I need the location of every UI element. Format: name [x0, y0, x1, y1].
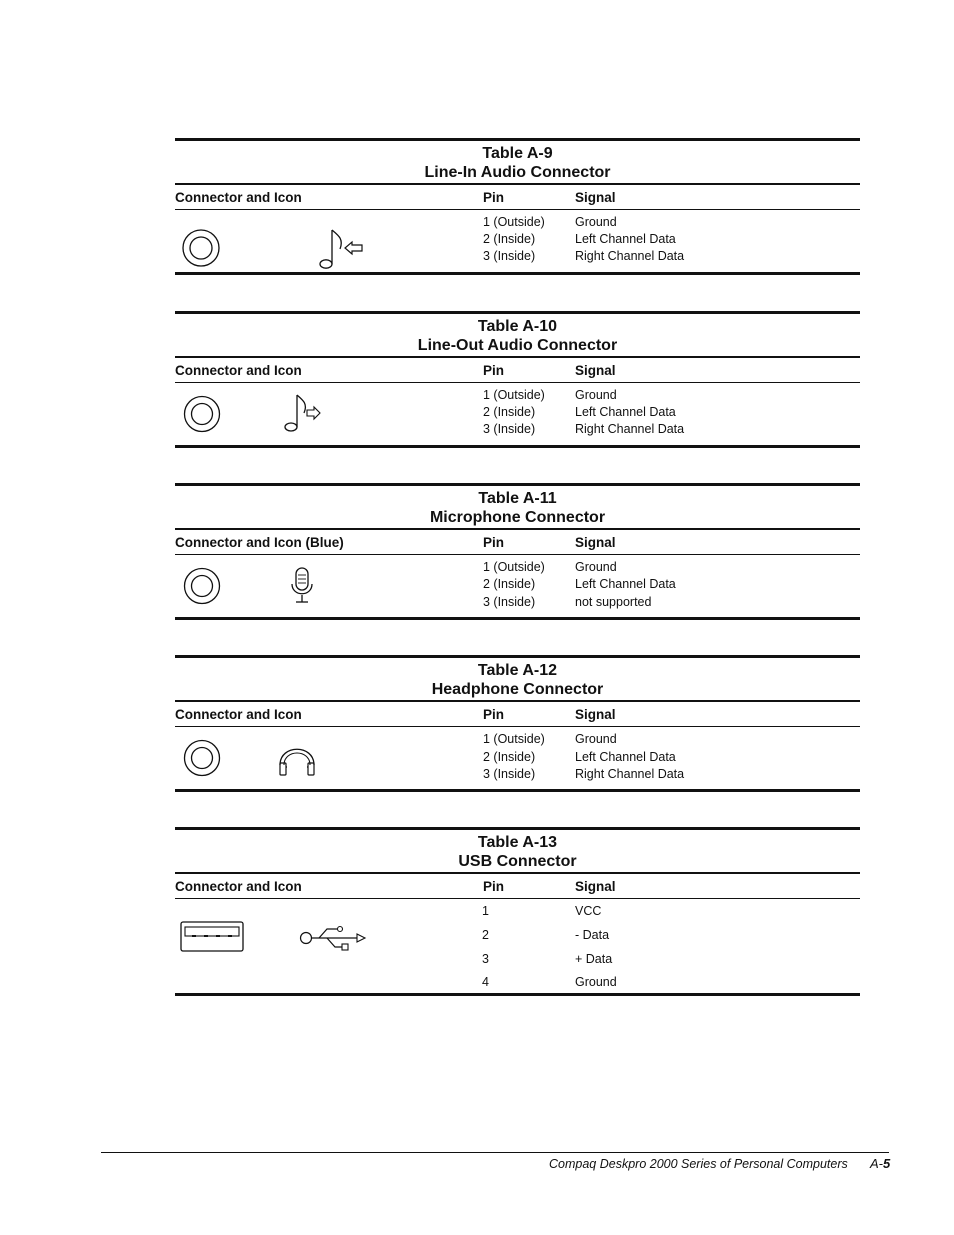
signal-cell: Left Channel Data [575, 232, 676, 246]
signal-cell: Ground [575, 215, 617, 229]
table-caption [175, 486, 860, 528]
footer-rule [101, 1152, 889, 1153]
signal-cell: VCC [575, 904, 602, 918]
table-bottom-rule [175, 789, 860, 792]
signal-cell: - Data [575, 928, 610, 942]
signal-cell: Ground [575, 388, 617, 402]
table-title: Microphone Connector [429, 509, 606, 526]
signal-cell: Right Channel Data [575, 767, 685, 781]
col-pin-header: Pin [483, 535, 505, 550]
table-header [175, 702, 860, 726]
col-connector-header: Connector and Icon [175, 879, 302, 894]
col-signal-header: Signal [575, 363, 616, 378]
usb-port-icon [180, 921, 246, 953]
line-out-note-arrow-icon [283, 393, 325, 435]
line-in-note-arrow-icon [318, 227, 366, 273]
table-title: Line-In Audio Connector [424, 164, 611, 181]
page-number [870, 1156, 890, 1171]
pin-cell: 2 (Inside) [483, 405, 536, 419]
pin-cell: 1 (Outside) [483, 732, 545, 746]
microphone-icon [287, 567, 317, 607]
pin-cell: 3 [482, 952, 489, 966]
pin-cell: 1 (Outside) [483, 560, 545, 574]
table-bottom-rule [175, 272, 860, 275]
audio-jack-icon [183, 739, 221, 777]
table-header [175, 874, 860, 898]
pin-cell: 3 (Inside) [483, 595, 536, 609]
table-a12 [175, 655, 860, 792]
signal-cell: Right Channel Data [575, 422, 685, 436]
pin-cell: 2 (Inside) [483, 232, 536, 246]
signal-cell: Ground [575, 560, 617, 574]
col-connector-header: Connector and Icon [175, 707, 302, 722]
table-caption [175, 141, 860, 183]
table-header [175, 185, 860, 209]
pin-cell: 2 (Inside) [483, 577, 536, 591]
pin-cell: 3 (Inside) [483, 767, 536, 781]
audio-jack-icon [183, 395, 221, 433]
col-pin-header: Pin [483, 879, 505, 894]
col-signal-header: Signal [575, 190, 616, 205]
usb-icon [299, 925, 369, 955]
table-body [175, 210, 860, 272]
table-caption [175, 314, 860, 356]
table-body [175, 727, 860, 789]
table-title: Line-Out Audio Connector [417, 337, 618, 354]
table-body [175, 899, 860, 993]
table-title: Headphone Connector [431, 681, 604, 698]
pin-cell: 1 [482, 904, 489, 918]
signal-cell: Left Channel Data [575, 405, 676, 419]
signal-cell: Right Channel Data [575, 249, 685, 263]
signal-cell: Left Channel Data [575, 750, 676, 764]
col-pin-header: Pin [483, 190, 505, 205]
col-connector-header: Connector and Icon (Blue) [175, 535, 344, 550]
table-body [175, 555, 860, 617]
signal-cell: Left Channel Data [575, 577, 676, 591]
col-signal-header: Signal [575, 879, 616, 894]
page-prefix: A- [870, 1156, 883, 1171]
col-pin-header: Pin [483, 363, 505, 378]
col-signal-header: Signal [575, 707, 616, 722]
table-a10 [175, 311, 860, 448]
table-a13 [175, 827, 860, 996]
signal-cell: not supported [575, 595, 652, 609]
table-title: USB Connector [458, 853, 577, 870]
table-bottom-rule [175, 617, 860, 620]
table-a11 [175, 483, 860, 620]
table-body [175, 383, 860, 445]
audio-jack-icon [181, 228, 221, 268]
table-bottom-rule [175, 993, 860, 996]
pin-cell: 1 (Outside) [483, 215, 545, 229]
signal-cell: Ground [575, 732, 617, 746]
col-connector-header: Connector and Icon [175, 363, 302, 378]
table-number: Table A-10 [477, 318, 558, 335]
page-number-value: 5 [883, 1156, 891, 1171]
footer-title: Compaq Deskpro 2000 Series of Personal Computers [549, 1157, 848, 1171]
col-signal-header: Signal [575, 535, 616, 550]
table-bottom-rule [175, 445, 860, 448]
table-a9 [175, 138, 860, 275]
table-number: Table A-9 [482, 145, 553, 162]
table-number: Table A-11 [478, 490, 557, 507]
pin-cell: 1 (Outside) [483, 388, 545, 402]
pin-cell: 3 (Inside) [483, 422, 536, 436]
audio-jack-icon [183, 567, 221, 605]
table-number: Table A-12 [477, 662, 558, 679]
signal-cell: + Data [575, 952, 613, 966]
headphone-icon [277, 739, 317, 779]
table-caption [175, 658, 860, 700]
table-header [175, 530, 860, 554]
table-caption [175, 830, 860, 872]
col-pin-header: Pin [483, 707, 505, 722]
pin-cell: 2 [482, 928, 489, 942]
pin-cell: 4 [482, 975, 489, 989]
pin-cell: 3 (Inside) [483, 249, 536, 263]
table-header [175, 358, 860, 382]
col-connector-header: Connector and Icon [175, 190, 302, 205]
signal-cell: Ground [575, 975, 617, 989]
pin-cell: 2 (Inside) [483, 750, 536, 764]
table-number: Table A-13 [477, 834, 558, 851]
